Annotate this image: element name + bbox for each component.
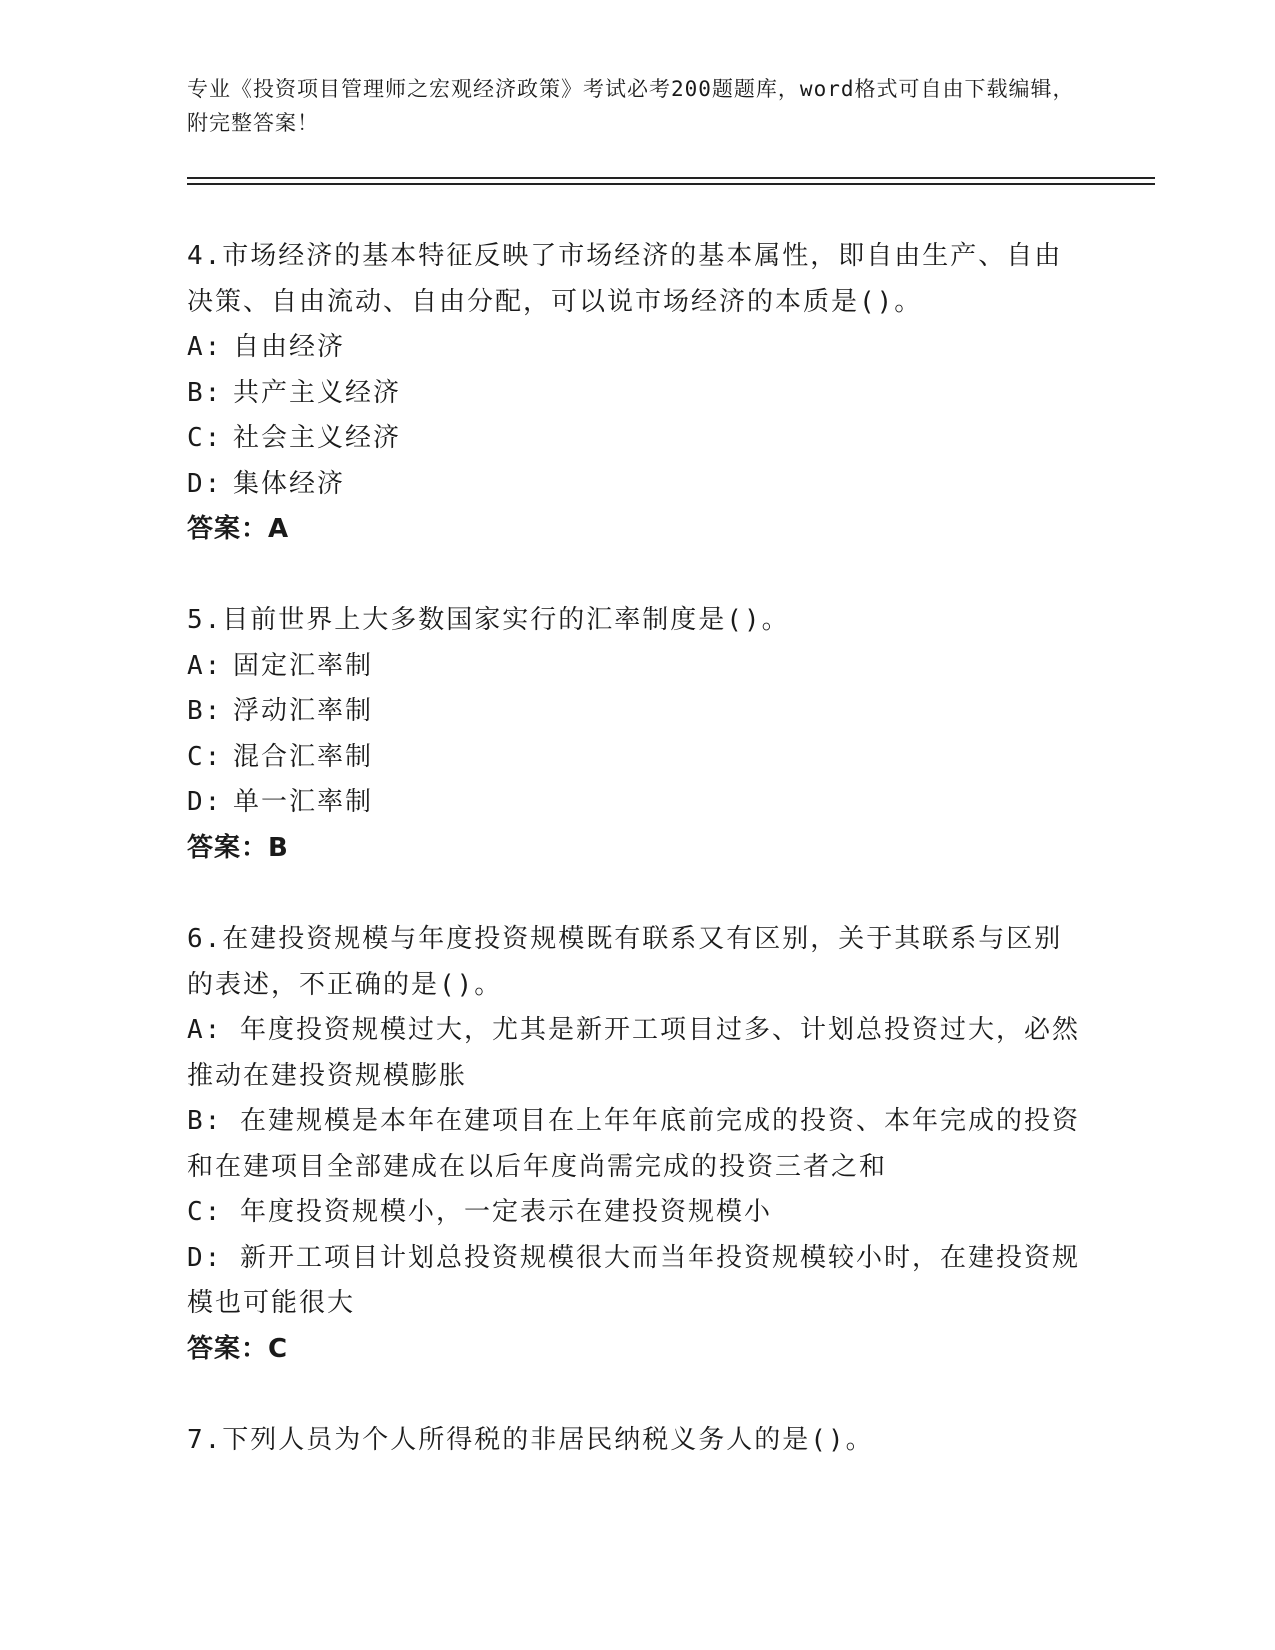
option-text: 新开工项目计划总投资规模很大而当年投资规模较小时，在建投资规模也可能很大 [187,1242,1080,1318]
answer-line: 答案：B [187,832,289,863]
option-letter: B: [187,1106,223,1136]
question-stem: 7.下列人员为个人所得税的非居民纳税义务人的是()。 [187,1425,874,1455]
question-6 [187,917,1082,1372]
option-letter: C: [187,741,223,772]
option-letter: D: [187,787,223,817]
option-c [187,416,1082,462]
option-c [187,735,1082,781]
option-letter: D: [187,468,223,499]
question-stem: 6.在建投资规模与年度投资规模既有联系又有区别，关于其联系与区别的表述，不正确的是()。 [187,924,1063,1000]
answer-line: 答案：C [187,1333,289,1364]
option-text: 浮动汇率制 [233,696,374,726]
option-d [187,1236,1082,1327]
option-a [187,1008,1082,1099]
option-letter: C: [187,423,223,453]
document-header: 专业《投资项目管理师之宏观经济政策》考试必考200题题库，word格式可自由下载编辑，附完整答案！ [187,77,1075,135]
option-text: 自由经济 [233,332,346,362]
option-b [187,1099,1082,1190]
question-4 [187,234,1082,553]
option-a [187,644,1082,690]
question-stem: 5.目前世界上大多数国家实行的汇率制度是()。 [187,605,790,635]
option-d [187,780,1082,826]
answer-line: 答案：A [187,514,290,544]
option-a [187,325,1082,371]
question-7 [187,1418,1082,1464]
option-b [187,371,1082,417]
option-letter: A: [187,332,223,362]
option-text: 固定汇率制 [233,650,374,681]
option-text: 集体经济 [233,468,346,499]
header-divider-bottom [187,183,1155,185]
option-text: 单一汇率制 [233,787,374,817]
option-b [187,689,1082,735]
option-letter: C: [187,1197,223,1227]
option-text: 共产主义经济 [233,377,402,408]
option-text: 年度投资规模小，一定表示在建投资规模小 [239,1197,772,1227]
option-text: 混合汇率制 [233,741,374,772]
header-divider-top [187,177,1155,179]
option-text: 社会主义经济 [233,423,402,453]
option-c [187,1190,1082,1236]
option-d [187,462,1082,508]
option-letter: B: [187,696,223,726]
option-letter: B: [187,377,223,408]
question-stem: 4.市场经济的基本特征反映了市场经济的基本属性，即自由生产、自由决策、自由流动、自由分配，可以说市场经济的本质是()。 [187,241,1063,317]
option-letter: A: [187,650,223,681]
option-text: 年度投资规模过大，尤其是新开工项目过多、计划总投资过大，必然推动在建投资规模膨胀 [187,1015,1080,1091]
question-5 [187,598,1082,871]
option-letter: A: [187,1015,223,1045]
option-text: 在建规模是本年在建项目在上年年底前完成的投资、本年完成的投资和在建项目全部建成在以后年度尚需完成的投资三者之和 [187,1106,1080,1182]
option-letter: D: [187,1242,223,1273]
